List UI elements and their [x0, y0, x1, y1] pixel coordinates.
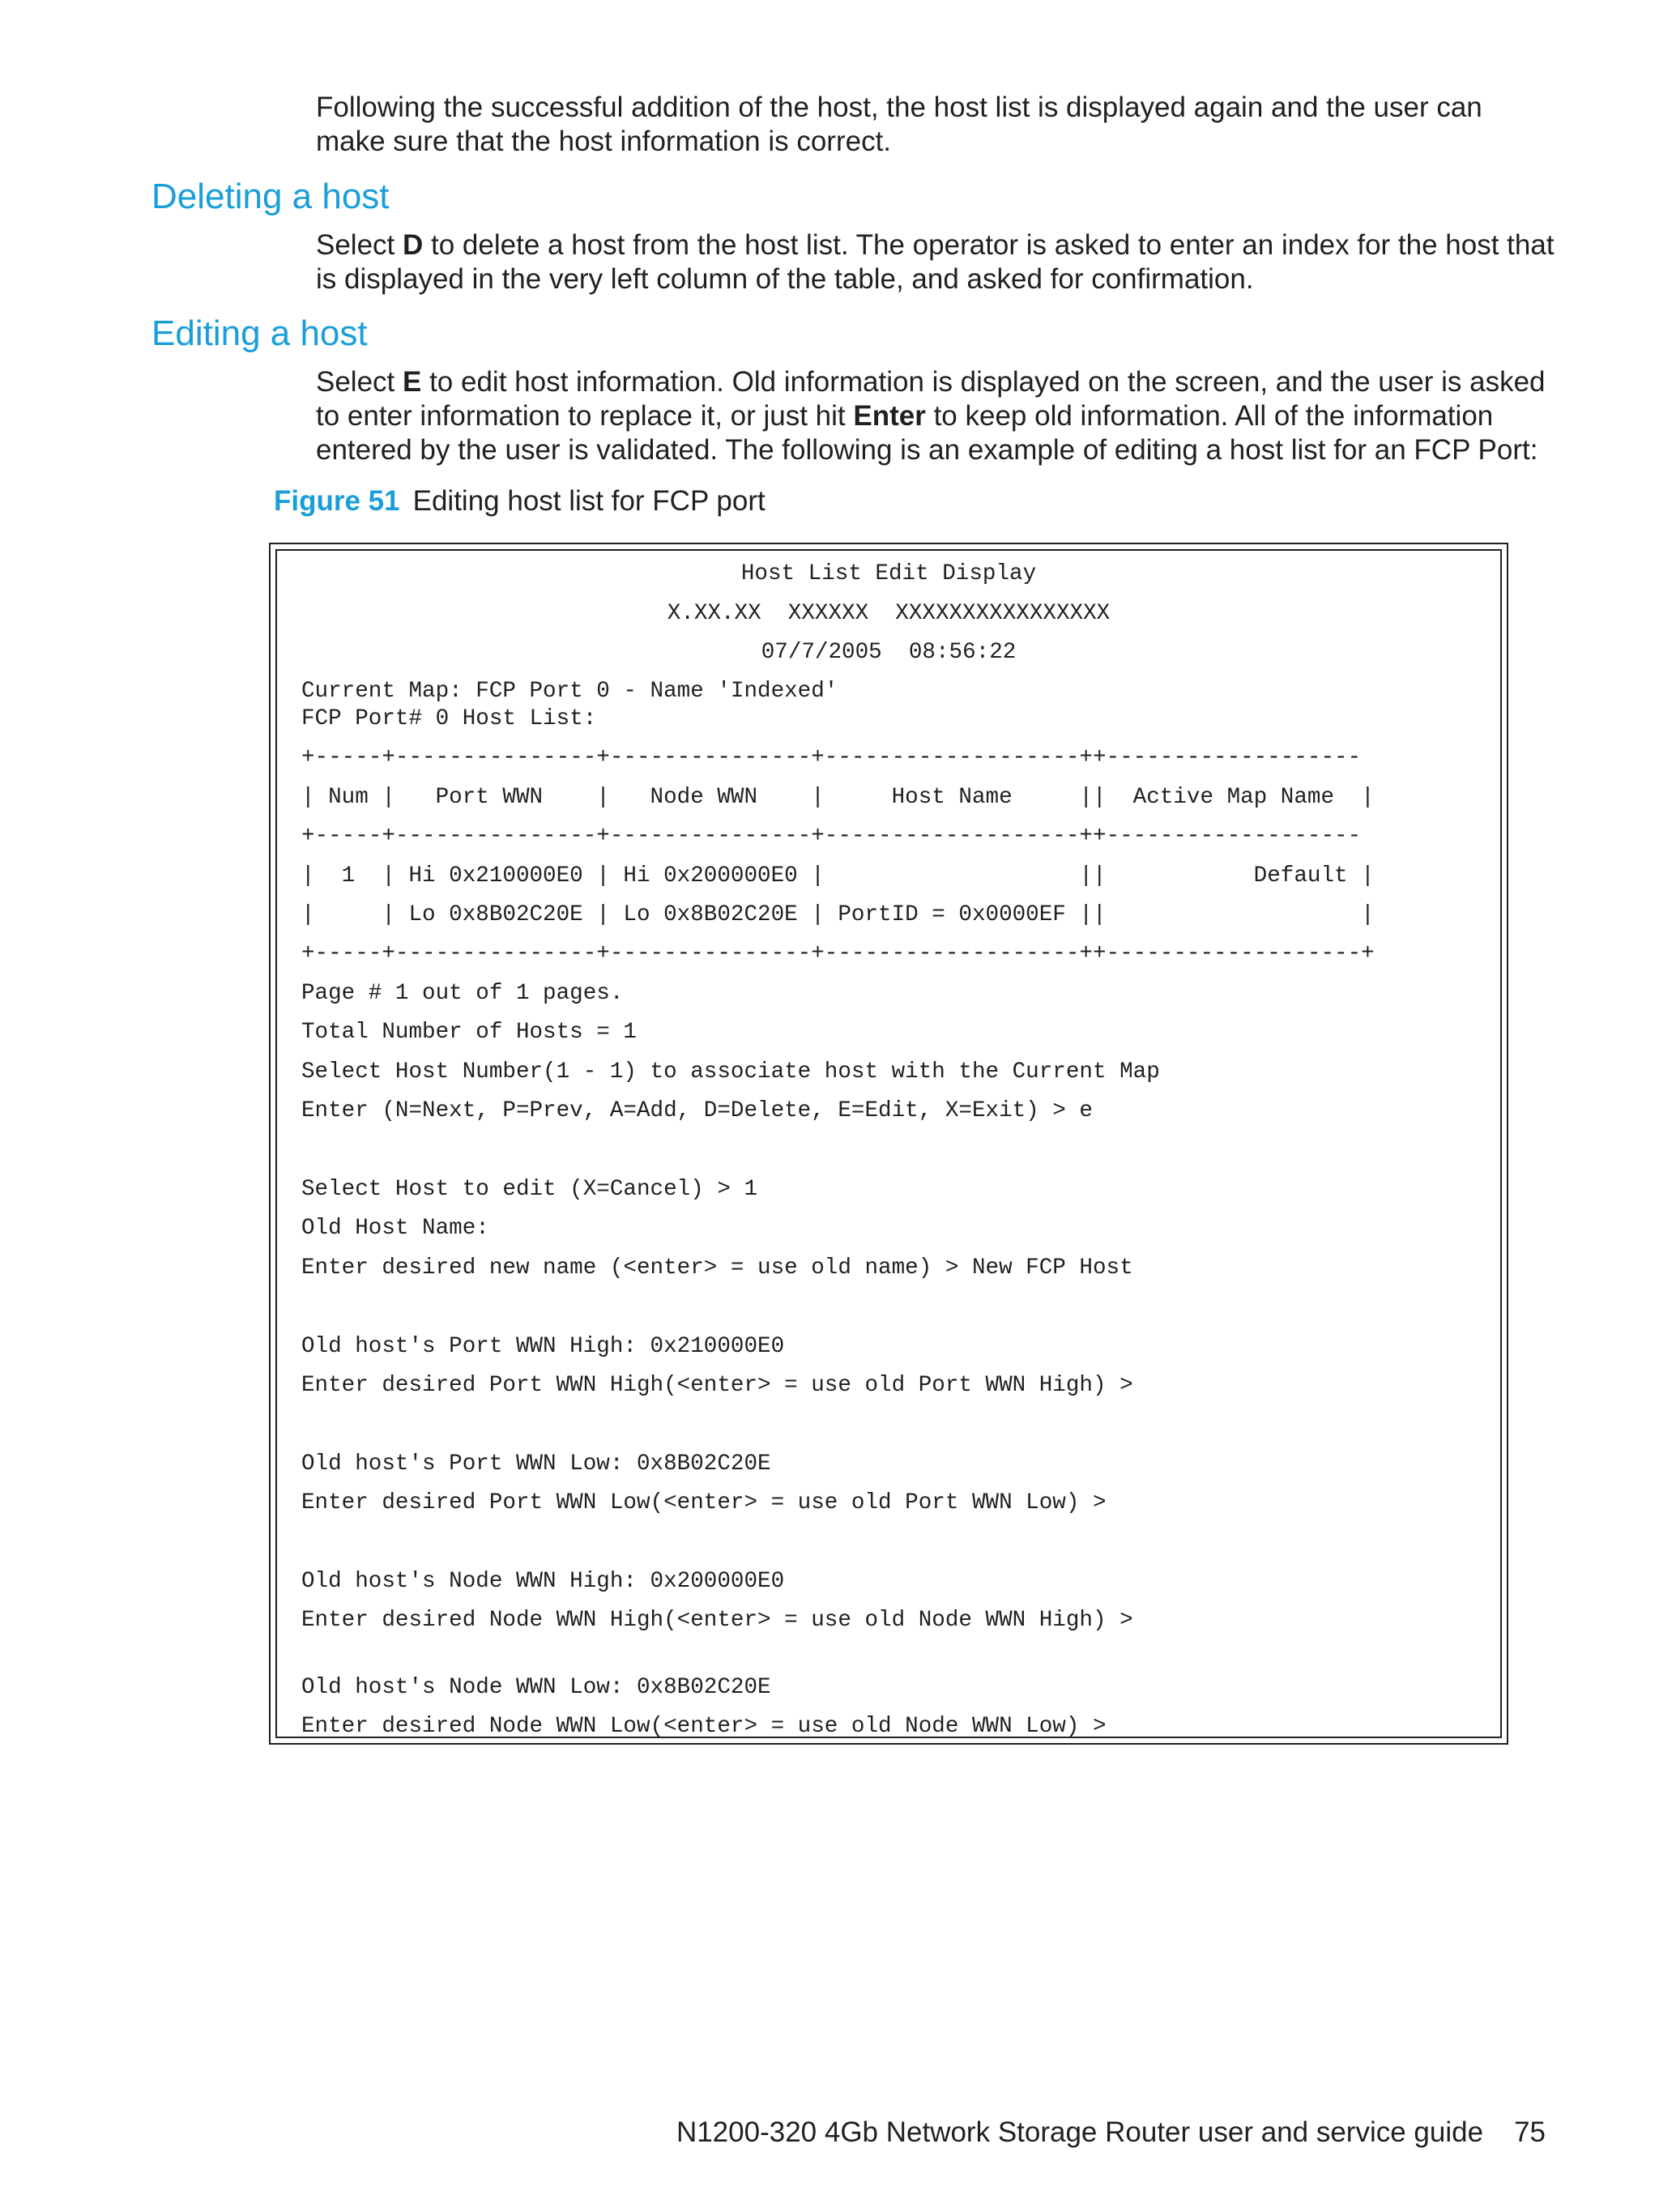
- terminal-total-hosts: Total Number of Hosts = 1: [301, 1020, 637, 1045]
- figure-caption-text: Editing host list for FCP port: [412, 485, 766, 517]
- terminal-enter-new-name: Enter desired new name (<enter> = use old name) > New FCP Host: [301, 1255, 1133, 1281]
- table-row: | 1 | Hi 0x210000E0 | Hi 0x200000E0 | || Default |: [301, 863, 1375, 889]
- table-border-bottom: +-----+---------------+---------------+-------------------++-------------------+: [301, 941, 1375, 966]
- table-border-top: +-----+---------------+---------------+-------------------++-------------------: [301, 745, 1362, 770]
- editing-paragraph: [316, 365, 1555, 467]
- terminal-figure: [269, 543, 1508, 1745]
- footer-title: N1200-320 4Gb Network Storage Router user and service guide: [676, 2116, 1484, 2148]
- terminal-select-host-edit: Select Host to edit (X=Cancel) > 1: [301, 1177, 758, 1202]
- terminal-old-port-wwn-low: Old host's Port WWN Low: 0x8B02C20E: [301, 1451, 771, 1477]
- terminal-version: X.XX.XX XXXXXX XXXXXXXXXXXXXXXX: [667, 601, 1111, 626]
- terminal-old-node-wwn-low: Old host's Node WWN Low: 0x8B02C20E: [301, 1675, 771, 1700]
- deleting-paragraph: [316, 228, 1555, 296]
- terminal-enter-node-wwn-high: Enter desired Node WWN High(<enter> = use old Node WWN High) >: [301, 1608, 1133, 1633]
- table-header-row: | Num | Port WWN | Node WWN | Host Name || Active Map Name |: [301, 785, 1375, 810]
- editing-text-mid: to edit host information. Old information is displayed on the screen, and the user is asked to enter information to replace it, or just hit: [316, 366, 1546, 432]
- terminal-old-port-wwn-high: Old host's Port WWN High: 0x210000E0: [301, 1334, 785, 1359]
- table-border-mid: +-----+---------------+---------------+-------------------++-------------------: [301, 824, 1362, 849]
- editing-enter-key: Enter: [853, 400, 926, 432]
- terminal-datetime: 07/7/2005 08:56:22: [761, 640, 1017, 665]
- deleting-key: D: [403, 229, 424, 261]
- figure-number: Figure 51: [274, 485, 400, 517]
- editing-text-post: to keep old information. All of the information entered by the user is validated. The following is an example of editing a host list for an FCP Port:: [316, 400, 1538, 466]
- terminal-enter-menu: Enter (N=Next, P=Prev, A=Add, D=Delete, E=Edit, X=Exit) > e: [301, 1098, 1093, 1123]
- editing-text-pre: Select: [316, 366, 403, 398]
- editing-key: E: [403, 366, 422, 398]
- terminal-enter-port-wwn-high: Enter desired Port WWN High(<enter> = use old Port WWN High) >: [301, 1373, 1133, 1398]
- deleting-text-pre: Select: [316, 229, 403, 261]
- table-row: | | Lo 0x8B02C20E | Lo 0x8B02C20E | PortID = 0x0000EF || |: [301, 902, 1375, 927]
- heading-deleting-a-host: Deleting a host: [151, 177, 390, 216]
- terminal-old-host-name: Old Host Name:: [301, 1216, 489, 1241]
- page-footer: [676, 2116, 1546, 2150]
- terminal-screen: [275, 549, 1502, 1738]
- deleting-text-post: to delete a host from the host list. The operator is asked to enter an index for the host that is displayed in the very left column of the table, and asked for confirmation.: [316, 229, 1555, 295]
- intro-paragraph: Following the successful addition of the host, the host list is displayed again and the user can make sure that the host information is correct.: [316, 92, 1482, 157]
- heading-editing-a-host: Editing a host: [151, 313, 368, 353]
- figure-caption: [274, 484, 766, 518]
- terminal-old-node-wwn-high: Old host's Node WWN High: 0x200000E0: [301, 1569, 785, 1594]
- page-number: 75: [1514, 2116, 1546, 2148]
- terminal-enter-node-wwn-low: Enter desired Node WWN Low(<enter> = use old Node WWN Low) >: [301, 1714, 1107, 1739]
- terminal-title: Host List Edit Display: [740, 561, 1037, 586]
- terminal-select-host-number: Select Host Number(1 - 1) to associate host with the Current Map: [301, 1059, 1160, 1085]
- terminal-host-list-label: FCP Port# 0 Host List:: [301, 706, 597, 731]
- terminal-page-info: Page # 1 out of 1 pages.: [301, 981, 624, 1006]
- terminal-enter-port-wwn-low: Enter desired Port WWN Low(<enter> = use old Port WWN Low) >: [301, 1490, 1107, 1515]
- terminal-current-map: Current Map: FCP Port 0 - Name 'Indexed': [301, 679, 838, 704]
